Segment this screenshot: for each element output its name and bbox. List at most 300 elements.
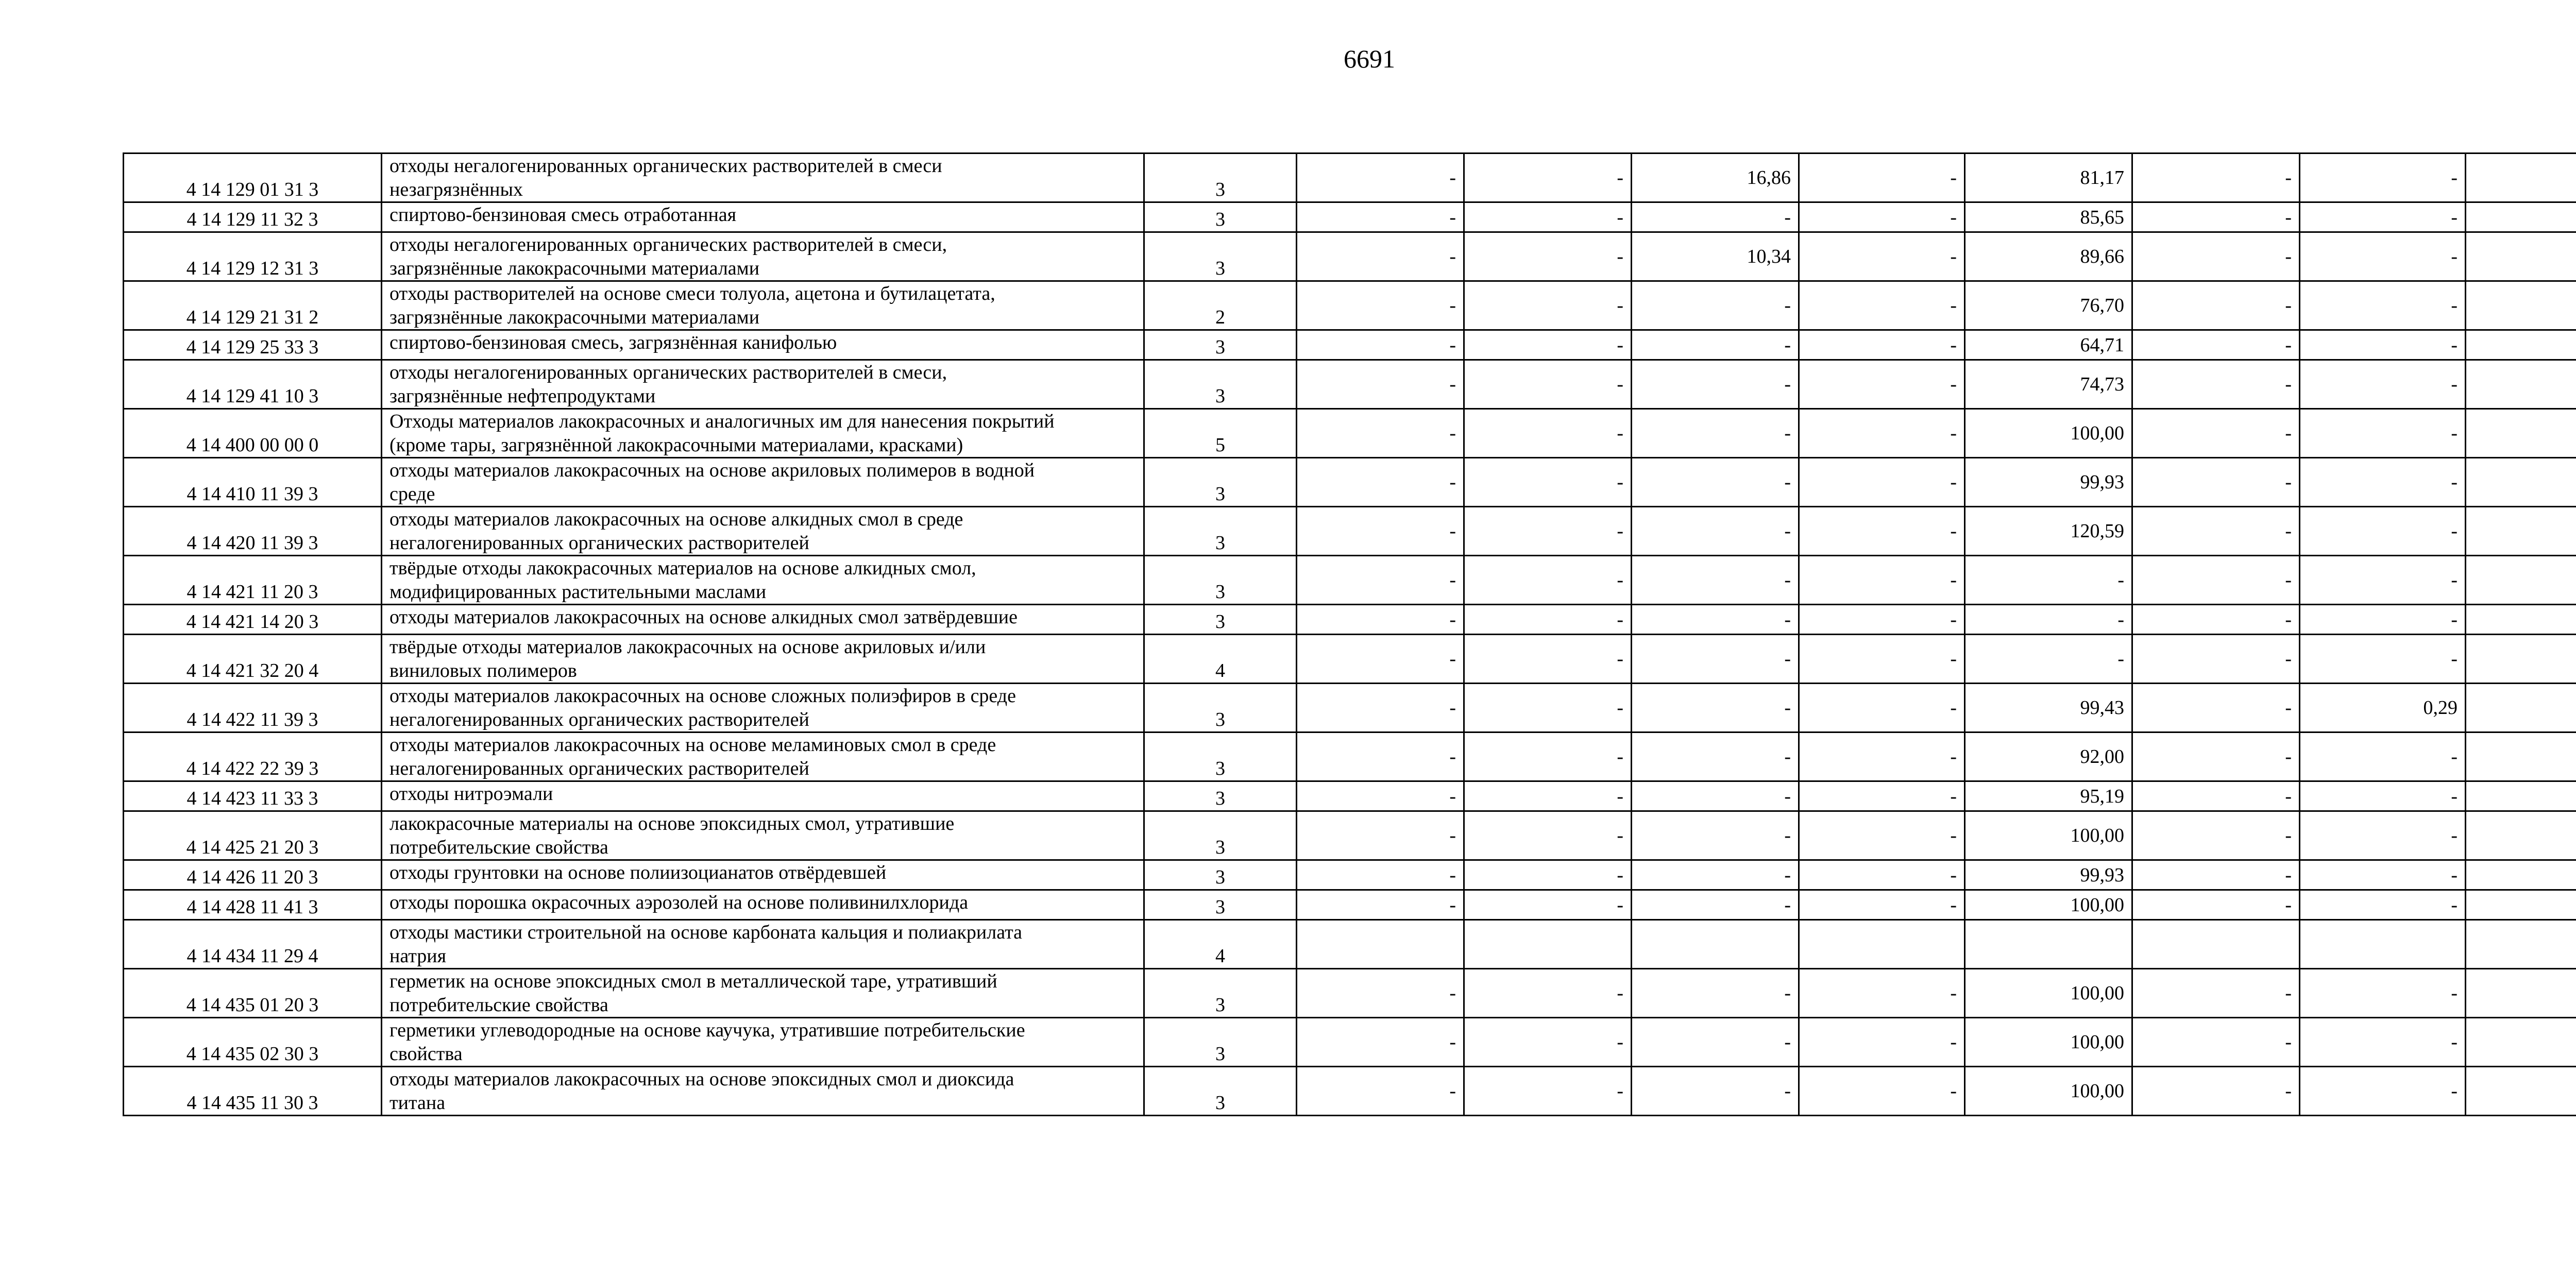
hazard-class-cell: 3 <box>1144 1067 1297 1116</box>
table-row <box>124 154 2576 202</box>
table-row <box>124 232 2576 281</box>
waste-code-cell: 4 14 129 41 10 3 <box>124 360 382 409</box>
hazard-class-cell: 3 <box>1144 605 1297 635</box>
value-cell: - <box>1632 330 1799 360</box>
value-cell: - <box>1297 605 1464 635</box>
value-cell: - <box>1297 635 1464 684</box>
hazard-class-cell: 3 <box>1144 507 1297 556</box>
value-cell: - <box>2132 732 2300 781</box>
waste-name-line: модифицированных растительными маслами <box>389 581 767 603</box>
waste-code-cell: 4 14 421 11 20 3 <box>124 556 382 605</box>
value-cell: - <box>2300 360 2466 409</box>
value-cell: - <box>2300 969 2466 1018</box>
value-cell: - <box>2300 458 2466 507</box>
value-cell: - <box>1464 556 1632 605</box>
value-cell: - <box>1464 409 1632 458</box>
waste-name-line: отходы нитроэмали <box>389 783 553 805</box>
value-cell: - <box>1799 202 1965 232</box>
value-cell: - <box>2132 458 2300 507</box>
value-cell <box>2466 781 2576 811</box>
value-cell: - <box>1632 507 1799 556</box>
table-row <box>124 890 2576 920</box>
value-cell <box>2466 360 2576 409</box>
value-cell: - <box>2300 1067 2466 1116</box>
table-row <box>124 781 2576 811</box>
value-cell <box>2466 860 2576 890</box>
value-cell: - <box>1464 202 1632 232</box>
value-cell <box>2466 458 2576 507</box>
value-cell: - <box>2300 860 2466 890</box>
waste-name-line: лакокрасочные материалы на основе эпоксидных смол, утратившие <box>389 813 955 834</box>
value-cell: - <box>2300 605 2466 635</box>
value-cell: - <box>2300 811 2466 860</box>
waste-name-line: свойства <box>389 1043 463 1065</box>
value-cell: - <box>2300 202 2466 232</box>
waste-code-cell: 4 14 434 11 29 4 <box>124 920 382 969</box>
value-cell: - <box>2300 507 2466 556</box>
value-cell: - <box>1799 330 1965 360</box>
hazard-class-cell: 4 <box>1144 920 1297 969</box>
waste-name-line: отходы растворителей на основе смеси толуола, ацетона и бутилацетата, <box>389 283 995 304</box>
waste-name-line: загрязнённые нефтепродуктами <box>389 385 656 407</box>
value-cell: - <box>1632 360 1799 409</box>
value-cell: 100,00 <box>1965 1067 2132 1116</box>
value-cell <box>2466 330 2576 360</box>
table-row <box>124 1018 2576 1067</box>
value-cell: - <box>1297 409 1464 458</box>
value-cell: - <box>2300 1018 2466 1067</box>
value-cell: - <box>1297 232 1464 281</box>
waste-name-cell <box>382 458 1144 507</box>
hazard-class-cell: 3 <box>1144 684 1297 732</box>
waste-name-line: спиртово-бензиновая смесь, загрязнённая канифолью <box>389 332 837 353</box>
value-cell: - <box>1297 507 1464 556</box>
value-cell: - <box>1464 1018 1632 1067</box>
value-cell: 100,00 <box>1965 890 2132 920</box>
waste-name-line: отходы материалов лакокрасочных на основе алкидных смол затвёрдевшие <box>389 606 1018 628</box>
value-cell: - <box>2132 154 2300 202</box>
hazard-class-cell: 3 <box>1144 458 1297 507</box>
value-cell: - <box>1799 635 1965 684</box>
value-cell: - <box>1799 281 1965 330</box>
table-row <box>124 330 2576 360</box>
waste-code-cell: 4 14 428 11 41 3 <box>124 890 382 920</box>
value-cell: - <box>1297 154 1464 202</box>
value-cell: - <box>2132 202 2300 232</box>
waste-name-cell <box>382 232 1144 281</box>
value-cell: - <box>1464 330 1632 360</box>
waste-name-cell <box>382 684 1144 732</box>
waste-name-cell <box>382 605 1144 635</box>
value-cell: - <box>1464 890 1632 920</box>
hazard-class-cell: 3 <box>1144 860 1297 890</box>
table-body <box>124 154 2576 1116</box>
waste-name-line: титана <box>389 1092 446 1114</box>
value-cell: - <box>1297 684 1464 732</box>
value-cell: - <box>1632 1018 1799 1067</box>
value-cell <box>1464 920 1632 969</box>
value-cell: 99,43 <box>1965 684 2132 732</box>
waste-code-cell: 4 14 435 01 20 3 <box>124 969 382 1018</box>
value-cell: - <box>1464 635 1632 684</box>
value-cell: - <box>1632 409 1799 458</box>
waste-code-cell: 4 14 420 11 39 3 <box>124 507 382 556</box>
value-cell: - <box>1799 507 1965 556</box>
value-cell: 99,93 <box>1965 458 2132 507</box>
waste-name-cell <box>382 811 1144 860</box>
value-cell: 120,59 <box>1965 507 2132 556</box>
value-cell: - <box>1965 556 2132 605</box>
waste-name-cell <box>382 556 1144 605</box>
waste-name-cell <box>382 507 1144 556</box>
value-cell: - <box>1632 811 1799 860</box>
value-cell: - <box>1632 684 1799 732</box>
value-cell: - <box>1297 781 1464 811</box>
waste-name-line: твёрдые отходы материалов лакокрасочных на основе акриловых и/или <box>389 636 986 658</box>
value-cell: 95,19 <box>1965 781 2132 811</box>
value-cell: - <box>2132 1067 2300 1116</box>
value-cell: - <box>1799 890 1965 920</box>
waste-name-line: виниловых полимеров <box>389 660 577 681</box>
value-cell: - <box>1297 202 1464 232</box>
value-cell: 100,00 <box>1965 811 2132 860</box>
waste-code-cell: 4 14 129 25 33 3 <box>124 330 382 360</box>
value-cell: 100,00 <box>1965 1018 2132 1067</box>
waste-name-line: загрязнённые лакокрасочными материалами <box>389 258 760 279</box>
table-row <box>124 360 2576 409</box>
waste-name-cell <box>382 890 1144 920</box>
hazard-class-cell: 3 <box>1144 811 1297 860</box>
value-cell: - <box>1464 860 1632 890</box>
value-cell: - <box>2300 281 2466 330</box>
value-cell: - <box>1297 281 1464 330</box>
value-cell: 0,29 <box>2300 684 2466 732</box>
waste-code-cell: 4 14 425 21 20 3 <box>124 811 382 860</box>
waste-code-cell: 4 14 423 11 33 3 <box>124 781 382 811</box>
waste-code-cell: 4 14 129 11 32 3 <box>124 202 382 232</box>
value-cell: - <box>1632 458 1799 507</box>
hazard-class-cell: 3 <box>1144 232 1297 281</box>
waste-code-cell: 4 14 410 11 39 3 <box>124 458 382 507</box>
waste-code-cell: 4 14 435 11 30 3 <box>124 1067 382 1116</box>
value-cell: - <box>1799 811 1965 860</box>
value-cell: - <box>2300 330 2466 360</box>
value-cell: - <box>1297 890 1464 920</box>
value-cell: - <box>2300 409 2466 458</box>
value-cell <box>2466 507 2576 556</box>
value-cell: - <box>2132 684 2300 732</box>
waste-name-cell <box>382 732 1144 781</box>
value-cell: - <box>2132 1018 2300 1067</box>
value-cell: - <box>1799 232 1965 281</box>
value-cell: 89,66 <box>1965 232 2132 281</box>
value-cell: - <box>1799 781 1965 811</box>
waste-name-line: отходы порошка окрасочных аэрозолей на основе поливинилхлорида <box>389 892 969 913</box>
table-row <box>124 458 2576 507</box>
value-cell <box>2466 811 2576 860</box>
hazard-class-cell: 3 <box>1144 154 1297 202</box>
value-cell <box>1799 920 1965 969</box>
waste-name-line: негалогенированных органических растворителей <box>389 758 809 779</box>
value-cell: 92,00 <box>1965 732 2132 781</box>
value-cell: - <box>1799 684 1965 732</box>
value-cell: 76,70 <box>1965 281 2132 330</box>
value-cell: - <box>1799 154 1965 202</box>
value-cell: - <box>2132 605 2300 635</box>
waste-code-cell: 4 14 129 01 31 3 <box>124 154 382 202</box>
value-cell: - <box>2132 409 2300 458</box>
table-row <box>124 684 2576 732</box>
value-cell <box>2466 154 2576 202</box>
value-cell: - <box>1297 458 1464 507</box>
value-cell: - <box>2132 556 2300 605</box>
value-cell: - <box>1632 969 1799 1018</box>
value-cell: - <box>1297 969 1464 1018</box>
waste-name-cell <box>382 635 1144 684</box>
value-cell <box>2466 1018 2576 1067</box>
value-cell: - <box>1799 732 1965 781</box>
value-cell: - <box>1632 556 1799 605</box>
value-cell <box>1632 920 1799 969</box>
value-cell: - <box>1799 860 1965 890</box>
value-cell: - <box>1632 1067 1799 1116</box>
value-cell: - <box>2132 969 2300 1018</box>
value-cell: - <box>1464 732 1632 781</box>
waste-name-cell <box>382 330 1144 360</box>
waste-name-line: (кроме тары, загрязнённой лакокрасочными материалами, красками) <box>389 434 963 456</box>
value-cell: - <box>1297 330 1464 360</box>
value-cell <box>2466 920 2576 969</box>
value-cell: - <box>2132 232 2300 281</box>
value-cell: 74,73 <box>1965 360 2132 409</box>
value-cell <box>2466 409 2576 458</box>
value-cell: - <box>2300 635 2466 684</box>
value-cell: - <box>2300 154 2466 202</box>
waste-name-cell <box>382 202 1144 232</box>
value-cell <box>2466 1067 2576 1116</box>
hazard-class-cell: 3 <box>1144 781 1297 811</box>
waste-name-cell <box>382 920 1144 969</box>
waste-name-line: отходы материалов лакокрасочных на основе меламиновых смол в среде <box>389 734 996 756</box>
value-cell: - <box>1632 281 1799 330</box>
value-cell <box>2466 605 2576 635</box>
value-cell <box>2300 920 2466 969</box>
hazard-class-cell: 4 <box>1144 635 1297 684</box>
value-cell <box>2466 684 2576 732</box>
waste-code-cell: 4 14 422 22 39 3 <box>124 732 382 781</box>
value-cell: - <box>1464 360 1632 409</box>
value-cell: - <box>1464 154 1632 202</box>
value-cell: - <box>1799 1067 1965 1116</box>
value-cell: - <box>1632 781 1799 811</box>
value-cell: - <box>1297 1067 1464 1116</box>
table-row <box>124 605 2576 635</box>
table-row <box>124 556 2576 605</box>
waste-code-cell: 4 14 426 11 20 3 <box>124 860 382 890</box>
value-cell: 100,00 <box>1965 409 2132 458</box>
table-row <box>124 920 2576 969</box>
value-cell: - <box>2132 890 2300 920</box>
waste-name-line: отходы негалогенированных органических растворителей в смеси <box>389 155 942 177</box>
waste-name-cell <box>382 360 1144 409</box>
waste-name-line: потребительские свойства <box>389 994 608 1016</box>
hazard-class-cell: 2 <box>1144 281 1297 330</box>
table-row <box>124 811 2576 860</box>
table-row <box>124 860 2576 890</box>
value-cell: - <box>1464 232 1632 281</box>
value-cell <box>2466 890 2576 920</box>
value-cell: - <box>1632 890 1799 920</box>
value-cell: - <box>2300 890 2466 920</box>
waste-name-line: герметик на основе эпоксидных смол в металлической таре, утративший <box>389 970 997 992</box>
waste-name-line: незагрязнённых <box>389 179 523 200</box>
hazard-class-cell: 3 <box>1144 732 1297 781</box>
table-row <box>124 507 2576 556</box>
value-cell <box>2466 556 2576 605</box>
value-cell: 16,86 <box>1632 154 1799 202</box>
waste-name-line: твёрдые отходы лакокрасочных материалов на основе алкидных смол, <box>389 557 976 579</box>
hazard-class-cell: 3 <box>1144 330 1297 360</box>
value-cell: - <box>1464 781 1632 811</box>
value-cell: - <box>1965 635 2132 684</box>
value-cell: - <box>1297 811 1464 860</box>
waste-name-cell <box>382 969 1144 1018</box>
value-cell: - <box>2300 732 2466 781</box>
hazard-class-cell: 5 <box>1144 409 1297 458</box>
value-cell: - <box>1799 360 1965 409</box>
value-cell: - <box>2132 860 2300 890</box>
waste-code-cell: 4 14 129 21 31 2 <box>124 281 382 330</box>
value-cell: - <box>1799 605 1965 635</box>
waste-name-line: загрязнённые лакокрасочными материалами <box>389 306 760 328</box>
value-cell: - <box>2132 360 2300 409</box>
value-cell: - <box>2132 811 2300 860</box>
value-cell <box>2466 732 2576 781</box>
value-cell: - <box>1464 507 1632 556</box>
value-cell: 100,00 <box>1965 969 2132 1018</box>
table-row <box>124 969 2576 1018</box>
waste-name-cell <box>382 781 1144 811</box>
value-cell: 85,65 <box>1965 202 2132 232</box>
table-row <box>124 281 2576 330</box>
value-cell <box>1297 920 1464 969</box>
value-cell: - <box>1297 732 1464 781</box>
value-cell: - <box>1464 605 1632 635</box>
waste-name-line: отходы мастики строительной на основе карбоната кальция и полиакрилата <box>389 922 1023 943</box>
waste-code-cell: 4 14 129 12 31 3 <box>124 232 382 281</box>
value-cell: - <box>1632 860 1799 890</box>
hazard-class-cell: 3 <box>1144 556 1297 605</box>
value-cell: - <box>1464 1067 1632 1116</box>
waste-name-cell <box>382 1018 1144 1067</box>
waste-name-line: отходы материалов лакокрасочных на основе акриловых полимеров в водной <box>389 459 1035 481</box>
value-cell <box>1965 920 2132 969</box>
value-cell: - <box>1297 360 1464 409</box>
waste-name-line: спиртово-бензиновая смесь отработанная <box>389 204 737 226</box>
value-cell: - <box>1464 969 1632 1018</box>
waste-name-line: потребительские свойства <box>389 837 608 858</box>
value-cell: - <box>1799 409 1965 458</box>
waste-name-line: негалогенированных органических растворителей <box>389 709 809 730</box>
value-cell: 10,34 <box>1632 232 1799 281</box>
waste-name-line: натрия <box>389 945 447 967</box>
value-cell: - <box>1297 860 1464 890</box>
value-cell: - <box>1464 458 1632 507</box>
value-cell: - <box>1464 811 1632 860</box>
value-cell <box>2466 969 2576 1018</box>
value-cell: - <box>1464 684 1632 732</box>
value-cell: - <box>1632 635 1799 684</box>
value-cell <box>2466 635 2576 684</box>
value-cell: - <box>1799 1018 1965 1067</box>
waste-name-line: отходы грунтовки на основе полиизоцианатов отвёрдевшей <box>389 862 887 883</box>
table-row <box>124 202 2576 232</box>
value-cell <box>2466 232 2576 281</box>
value-cell: 81,17 <box>1965 154 2132 202</box>
value-cell: - <box>1632 605 1799 635</box>
table-row <box>124 409 2576 458</box>
value-cell <box>2132 920 2300 969</box>
hazard-class-cell: 3 <box>1144 969 1297 1018</box>
waste-code-cell: 4 14 422 11 39 3 <box>124 684 382 732</box>
page-number: 6691 <box>1344 44 1395 73</box>
waste-name-line: отходы негалогенированных органических растворителей в смеси, <box>389 234 947 255</box>
hazard-class-cell: 3 <box>1144 202 1297 232</box>
waste-name-line: отходы материалов лакокрасочных на основе сложных полиэфиров в среде <box>389 685 1016 707</box>
hazard-class-cell: 3 <box>1144 890 1297 920</box>
waste-code-cell: 4 14 421 32 20 4 <box>124 635 382 684</box>
waste-code-cell: 4 14 435 02 30 3 <box>124 1018 382 1067</box>
value-cell: - <box>2300 781 2466 811</box>
waste-name-line: Отходы материалов лакокрасочных и аналогичных им для нанесения покрытий <box>389 411 1055 432</box>
value-cell: 99,93 <box>1965 860 2132 890</box>
value-cell: - <box>2300 556 2466 605</box>
table-row <box>124 635 2576 684</box>
value-cell: - <box>1799 458 1965 507</box>
hazard-class-cell: 3 <box>1144 360 1297 409</box>
value-cell: - <box>2132 330 2300 360</box>
waste-name-line: отходы материалов лакокрасочных на основе эпоксидных смол и диоксида <box>389 1068 1014 1090</box>
table-row <box>124 1067 2576 1116</box>
value-cell: - <box>1297 1018 1464 1067</box>
waste-name-cell <box>382 154 1144 202</box>
value-cell <box>2466 202 2576 232</box>
waste-name-line: отходы материалов лакокрасочных на основе алкидных смол в среде <box>389 508 963 530</box>
value-cell: - <box>1632 732 1799 781</box>
value-cell: - <box>1965 605 2132 635</box>
value-cell: - <box>1632 202 1799 232</box>
table-row <box>124 732 2576 781</box>
waste-name-cell <box>382 409 1144 458</box>
value-cell: - <box>1799 556 1965 605</box>
waste-code-cell: 4 14 400 00 00 0 <box>124 409 382 458</box>
value-cell: - <box>1464 281 1632 330</box>
value-cell: - <box>1799 969 1965 1018</box>
waste-name-cell <box>382 281 1144 330</box>
value-cell: - <box>2132 635 2300 684</box>
waste-table <box>123 152 2576 1116</box>
waste-name-cell <box>382 860 1144 890</box>
value-cell: - <box>1297 556 1464 605</box>
value-cell: 64,71 <box>1965 330 2132 360</box>
value-cell: - <box>2132 281 2300 330</box>
waste-name-line: негалогенированных органических растворителей <box>389 532 809 554</box>
waste-code-cell: 4 14 421 14 20 3 <box>124 605 382 635</box>
waste-name-cell <box>382 1067 1144 1116</box>
waste-name-line: отходы негалогенированных органических растворителей в смеси, <box>389 362 947 383</box>
waste-name-line: герметики углеводородные на основе каучука, утратившие потребительские <box>389 1019 1025 1041</box>
value-cell: - <box>2132 507 2300 556</box>
